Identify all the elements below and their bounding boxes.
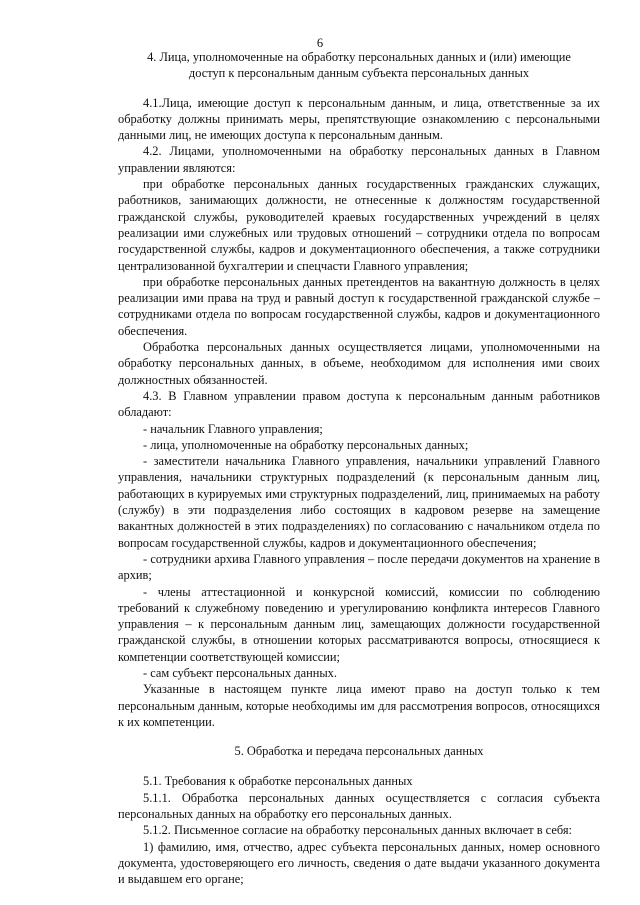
paragraph-processing-scope: Обработка персональных данных осуществляется лицами, уполномоченными на обработку персональных данных, в объеме, необходимом для исполнения ими своих должностных обязанностей.: [118, 340, 600, 387]
paragraph-4-2: 4.2. Лицами, уполномоченными на обработку персональных данных в Главном управлении являются:: [118, 144, 600, 175]
paragraph-4-2-candidates: при обработке персональных данных претендентов на вакантную должность в целях реализации ими права на труд и равный доступ к государственной гражданской службе – сотрудниками отдела по вопросам государственной службы, кадров и документационного обеспечения.: [118, 274, 600, 338]
paragraph-5-1-2-item-1: 1) фамилию, имя, отчество, адрес субъекта персональных данных, номер основного документа, удостоверяющего его личность, сведения о дате выдачи указанного документа и выдавшем его органе;: [118, 839, 600, 887]
list-item-authorized-persons: - лица, уполномоченные на обработку персональных данных;: [143, 437, 469, 452]
list-item-commission-members: - члены аттестационной и конкурсной комиссий, комиссии по соблюдению требований к служебному поведению и урегулированию конфликта интересов Главного управления – к персональным данным лиц, замещающих должности государственной гражданской службы, в отношении которых рассматриваются вопросы, относящиеся к компетенции соответствующей комиссии;: [118, 584, 600, 664]
paragraph-5-1-1: 5.1.1. Обработка персональных данных осуществляется с согласия субъекта персональных данных на обработку его персональных данных.: [118, 790, 600, 822]
paragraph-5-1-2: 5.1.2. Письменное согласие на обработку персональных данных включает в себя:: [143, 823, 572, 838]
paragraph-access-limits: Указанные в настоящем пункте лица имеют право на доступ только к тем персональным данным, которые необходимы им для рассмотрения вопросов, относящихся к их компетенции.: [118, 682, 600, 729]
section-5-heading-line-1: 5. Обработка и передача персональных данных: [234, 744, 484, 759]
section-5-heading: [118, 743, 600, 759]
section-4-heading-line-1: 4. Лица, уполномоченные на обработку персональных данных и (или) имеющие: [147, 50, 571, 64]
section-4-heading: [118, 49, 600, 82]
page-number: 6: [316, 36, 324, 50]
list-item-deputies: - заместители начальника Главного управления, начальники управлений Главного управления, начальники структурных подразделений (к персональным данным лиц, работающих в курируемых ими структурных подразделений, лиц, принимаемых на работу (службу) в эти подразделения либо состоящих в кадровом резерве на замещение вакантных должностей в этих подразделениях) по согласованию с начальником отдела по вопросам государственной службы, кадров и документационного обеспечения;: [118, 454, 600, 550]
paragraph-4-2-civil-servants: при обработке персональных данных государственных гражданских служащих, работников, занимающих должности, не отнесенные к должностям государственной гражданской службы, руководителей краевых государственных учреждений в целях реализации ими служебных или трудовых отношений – сотрудники отдела по вопросам государственной службы, кадров и документационного обеспечения, а также сотрудники централизованной бухгалтерии и спецчасти Главного управления;: [118, 177, 600, 273]
list-item-archive-staff: - сотрудники архива Главного управления – после передачи документов на хранение в архив;: [118, 551, 600, 583]
document-body: [118, 49, 600, 888]
list-item-head: - начальник Главного управления;: [143, 421, 323, 436]
paragraph-4-1: 4.1.Лица, имеющие доступ к персональным данным, и лица, ответственные за их обработку должны принимать меры, препятствующие ознакомлению с персональными данными лиц, не имеющих доступа к персональным данным.: [118, 95, 600, 143]
list-item-data-subject: - сам субъект персональных данных.: [143, 665, 337, 680]
section-4-heading-line-2: доступ к персональным данным субъекта персональных данных: [188, 66, 530, 81]
paragraph-5-1: 5.1. Требования к обработке персональных данных: [143, 774, 413, 789]
paragraph-4-3: 4.3. В Главном управлении правом доступа к персональным данным работников обладают:: [118, 388, 600, 420]
